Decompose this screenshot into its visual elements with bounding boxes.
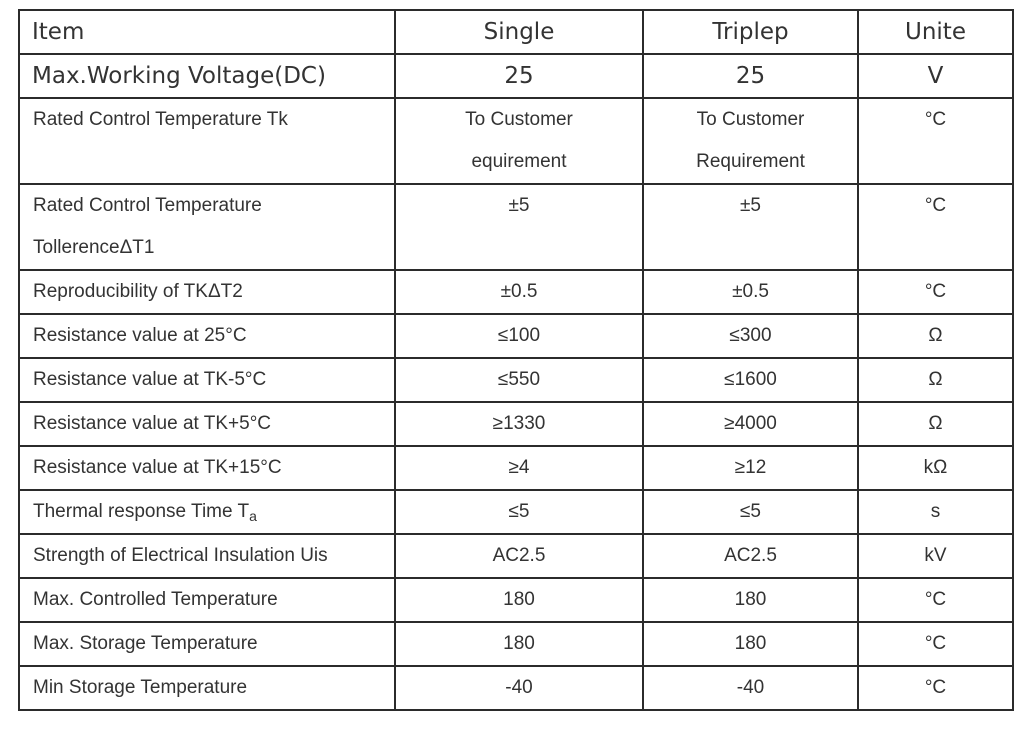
unit-value: kΩ [858, 446, 1013, 490]
triplep-value [643, 184, 858, 270]
row-label-line: TollerenceΔT1 [33, 237, 155, 258]
header-triplep: Triplep [643, 10, 858, 54]
triplep-value-line: ±5 [740, 195, 761, 216]
table-row-rated-control-temperature-tolerance [19, 184, 1013, 270]
triplep-value: -40 [643, 666, 858, 710]
table-row [19, 622, 1013, 666]
unit-value: °C [858, 578, 1013, 622]
row-label: Resistance value at TK+15°C [19, 446, 395, 490]
table-row-max-working-voltage [19, 54, 1013, 98]
single-value-line: ±5 [508, 195, 530, 216]
row-label: Max. Storage Temperature [19, 622, 395, 666]
row-label: Resistance value at TK+5°C [19, 402, 395, 446]
triplep-value: AC2.5 [643, 534, 858, 578]
triplep-value: ±0.5 [643, 270, 858, 314]
single-value: ≥1330 [395, 402, 643, 446]
header-item: Item [19, 10, 395, 54]
header-single: Single [395, 10, 643, 54]
single-value: ≤5 [395, 490, 643, 534]
single-value: ≤100 [395, 314, 643, 358]
row-label-line: Rated Control Temperature [33, 195, 262, 216]
table-row [19, 270, 1013, 314]
triplep-value: 25 [643, 54, 858, 98]
row-label [19, 490, 395, 534]
table-row [19, 402, 1013, 446]
table-row [19, 534, 1013, 578]
table-row [19, 578, 1013, 622]
single-value: ≥4 [395, 446, 643, 490]
unit-value: V [858, 54, 1013, 98]
single-value [395, 98, 643, 184]
single-value-line: To Customer [465, 109, 573, 130]
header-unite: Unite [858, 10, 1013, 54]
unit-value: Ω [858, 402, 1013, 446]
unit-value: °C [858, 98, 1013, 184]
triplep-value: 180 [643, 622, 858, 666]
single-value-line: equirement [471, 151, 567, 172]
triplep-value: 180 [643, 578, 858, 622]
unit-value: °C [858, 666, 1013, 710]
row-label [19, 184, 395, 270]
unit-value: Ω [858, 314, 1013, 358]
triplep-value: ≥4000 [643, 402, 858, 446]
row-label-text: Thermal response Time T [33, 501, 250, 522]
table-row [19, 490, 1013, 534]
row-label [19, 98, 395, 184]
row-label-subscript: a [249, 508, 257, 524]
single-value: 180 [395, 578, 643, 622]
row-label: Reproducibility of TKΔT2 [19, 270, 395, 314]
row-label: Max. Controlled Temperature [19, 578, 395, 622]
triplep-value: ≥12 [643, 446, 858, 490]
row-label: Min Storage Temperature [19, 666, 395, 710]
table-row [19, 666, 1013, 710]
single-value: 180 [395, 622, 643, 666]
single-value: ≤550 [395, 358, 643, 402]
unit-value: Ω [858, 358, 1013, 402]
table-row [19, 446, 1013, 490]
specification-table [18, 9, 1014, 711]
unit-value: °C [858, 184, 1013, 270]
row-label: Resistance value at TK-5°C [19, 358, 395, 402]
row-label: Max.Working Voltage(DC) [19, 54, 395, 98]
single-value: AC2.5 [395, 534, 643, 578]
table-header-row [19, 10, 1013, 54]
triplep-value: ≤300 [643, 314, 858, 358]
unit-value: °C [858, 270, 1013, 314]
single-value: 25 [395, 54, 643, 98]
row-label: Resistance value at 25°C [19, 314, 395, 358]
triplep-value: ≤1600 [643, 358, 858, 402]
triplep-value [643, 98, 858, 184]
table-row-rated-control-temperature [19, 98, 1013, 184]
triplep-value-line: Requirement [696, 151, 805, 172]
unit-value: s [858, 490, 1013, 534]
row-label: Strength of Electrical Insulation Uis [19, 534, 395, 578]
table-row [19, 314, 1013, 358]
unit-value: kV [858, 534, 1013, 578]
triplep-value: ≤5 [643, 490, 858, 534]
single-value: -40 [395, 666, 643, 710]
row-label-line: Rated Control Temperature Tk [33, 109, 288, 130]
single-value: ±0.5 [395, 270, 643, 314]
triplep-value-line: To Customer [696, 109, 805, 130]
table-row [19, 358, 1013, 402]
single-value [395, 184, 643, 270]
unit-value: °C [858, 622, 1013, 666]
